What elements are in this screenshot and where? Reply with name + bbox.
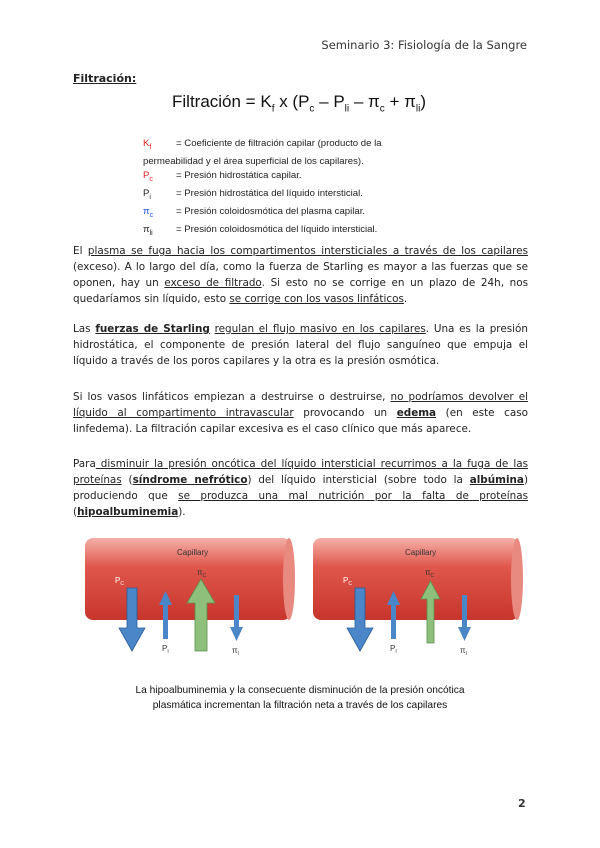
- pc-label: $P_C$: [343, 576, 352, 587]
- definition-pili: $\pi_{li}$ = Presión coloidosmótica del líquido intersticial.: [143, 223, 378, 237]
- pii-label: $\pi_I$: [232, 646, 239, 657]
- capillary-label: Capillary: [177, 548, 209, 557]
- pii-label: $\pi_I$: [460, 646, 467, 657]
- capillary-diagram-left: [85, 533, 295, 663]
- figure-caption: La hipoalbuminemia y la consecuente disminución de la presión oncótica plasmática incrementan la filtración neta a través de los capilares: [135, 685, 465, 711]
- paragraph-plasma: El plasma se fuga hacia los compartimentos intersticiales a través de los capilares (exceso). A lo largo del día, como la fuerza de Starling es mayor a las fuerzas que se oponen, hay un exceso de filtrado. Si esto no se corrige en un plazo de 24h, nos quedaríamos sin líquido, esto se corrige con los vasos linfáticos.: [73, 245, 529, 305]
- capillary-end: [511, 538, 523, 620]
- definition-kf: $K_f$ = Coeficiente de filtración capilar (producto de la: [143, 138, 382, 151]
- page-header: Seminario 3: Fisiología de la Sangre: [321, 38, 527, 52]
- definition-pc: $P_c$ = Presión hidrostática capilar.: [143, 169, 302, 183]
- definition-pi: $P_i$ = Presión hidrostática del líquido intersticial.: [143, 187, 363, 201]
- paragraph-starling: Las fuerzas de Starling regulan el flujo masivo en los capilares. Una es la presión hidrostática, el componente de presión lateral del flujo sanguíneo que empuja el líquido a través de los poros capilares y la otra es la presión osmótica.: [73, 323, 528, 367]
- definition-kf-cont: permeabilidad y el área superficial de los capilares).: [143, 155, 364, 167]
- pi-label: $P_I$: [390, 644, 397, 655]
- paragraph-lymphatic: Si los vasos linfáticos empiezan a destruirse o destruirse, no podríamos devolver el líquido al compartimento intravascular provocando un edema (en este caso linfedema). La filtración capilar excesiva es el caso clínico que más aparece.: [73, 391, 528, 435]
- paragraph-oncotic: Para disminuir la presión oncótica del líquido intersticial recurrimos a la fuga de las proteínas (síndrome nefrótico) del líquido intersticial (sobre todo la albúmina) produciendo que se produzca una mal nutrición por la falta de proteínas (hipoalbuminemia).: [73, 458, 529, 518]
- pic-label: $\pi_C$: [425, 568, 435, 579]
- page-number: 2: [518, 797, 526, 810]
- section-title: Filtración:: [73, 72, 137, 85]
- pi-label: $P_I$: [162, 644, 169, 655]
- formula-definitions: [143, 137, 463, 241]
- capillary-label: Capillary: [405, 548, 437, 557]
- pic-label: $\pi_C$: [197, 568, 207, 579]
- definition-pic: $\pi_c$ = Presión coloidosmótica del plasma capilar.: [143, 205, 366, 219]
- filtration-formula: Filtración = $K_f$ x $(P_c - P_{li} - \pi_c + \pi_{li})$: [172, 92, 426, 115]
- capillary-diagram-right: [313, 533, 523, 663]
- capillary-end: [283, 538, 295, 620]
- pc-label: $P_C$: [115, 576, 124, 587]
